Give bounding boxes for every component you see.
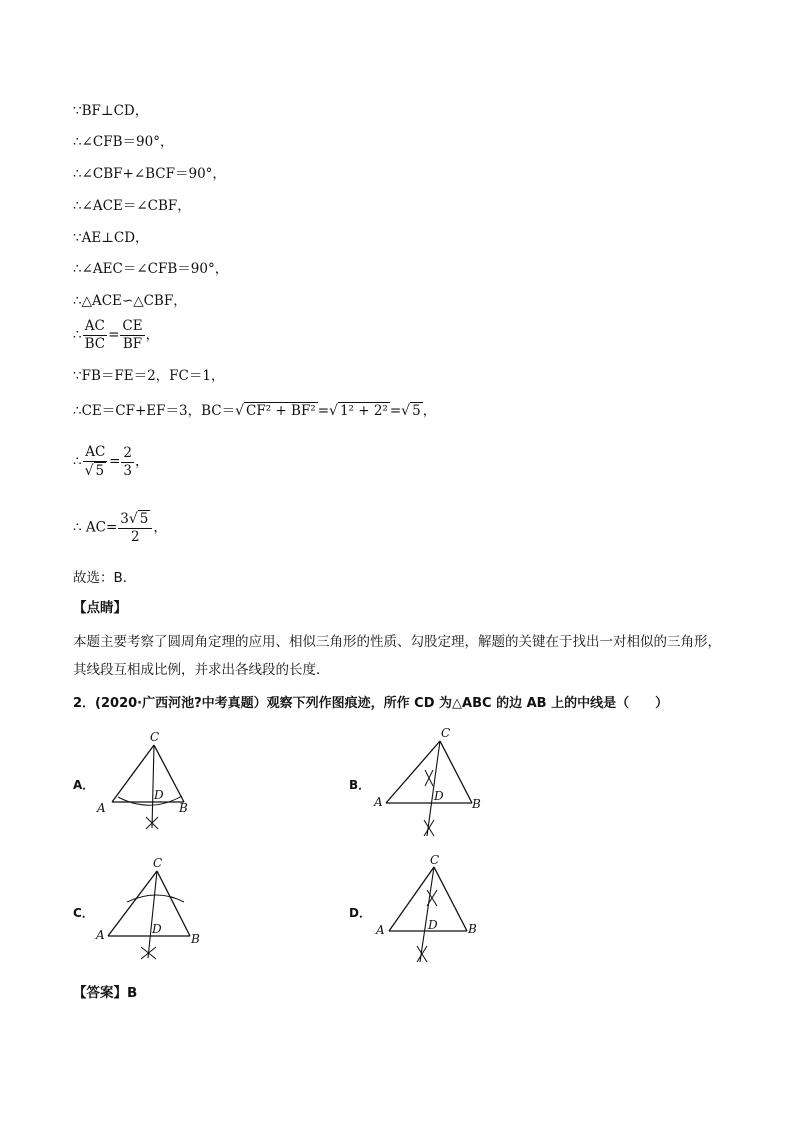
vertex-label-c: C <box>153 856 163 870</box>
fraction-numerator <box>118 510 152 529</box>
answer-heading: 【答案】 <box>73 985 127 1001</box>
choice-line: 故选：B． <box>73 570 137 586</box>
sqrt-icon: √ <box>235 403 245 419</box>
vertex-label-d: D <box>154 788 164 802</box>
vertex-label-b: B <box>472 797 481 811</box>
ce-bc-step <box>73 402 436 420</box>
coefficient: 3 <box>120 511 129 527</box>
option-d-label: D． <box>349 906 371 920</box>
fraction-ac-bc <box>83 318 108 353</box>
ac-value-prefix: ∴ AC= <box>73 519 118 536</box>
proof-step-3: ∴∠CBF+∠BCF＝90°， <box>73 166 226 182</box>
fraction-denominator: BC <box>84 336 106 352</box>
vertex-label-c: C <box>430 853 440 867</box>
ce-bc-prefix: ∴CE＝CF+EF＝3，BC＝ <box>73 403 236 419</box>
sqrt-icon: √ <box>329 403 338 419</box>
comment-body: 本题主要考察了圆周角定理的应用、相似三角形的性质、勾股定理，解题的关键在于找出一对相似的三角形，其线段互相成比例，并求出各线段的长度． <box>73 634 721 678</box>
vertex-label-a: A <box>376 923 385 937</box>
vertex-label-b: B <box>191 932 200 946</box>
fraction-denominator: 2 <box>131 529 140 545</box>
comment-heading: 【点睛】 <box>73 600 127 616</box>
ac-ratio-prefix: ∴ <box>73 453 82 470</box>
vertex-label-b: B <box>468 922 477 936</box>
equals-sign: = <box>389 403 402 419</box>
proof-step-4: ∴∠ACE＝∠CBF， <box>73 198 191 214</box>
vertex-label-c: C <box>441 726 451 740</box>
answer-value: B <box>127 985 138 1001</box>
fraction-numerator: 2 <box>123 444 133 461</box>
vertex-label-a: A <box>97 801 106 815</box>
ce-bc-suffix: ， <box>422 403 437 419</box>
proof-step-fb: ∵FB＝FE＝2，FC＝1， <box>73 368 225 384</box>
answer-line <box>73 984 137 1002</box>
fraction-two-thirds <box>121 445 134 480</box>
radicand-3: 5 <box>412 403 421 419</box>
fraction-numerator: AC <box>85 444 106 460</box>
fraction-numerator: CE <box>122 318 143 334</box>
vertex-label-d: D <box>428 918 438 932</box>
option-b-label: B． <box>349 778 371 792</box>
vertex-label-d: D <box>152 922 162 936</box>
fraction-numerator: AC <box>84 318 105 334</box>
proof-step-6: ∴∠AEC＝∠CFB＝90°， <box>73 261 229 277</box>
equals-sign: = <box>317 403 330 419</box>
ac-ratio-step <box>73 444 149 480</box>
vertex-label-c: C <box>150 730 160 744</box>
sqrt-icon: √ <box>128 511 138 527</box>
vertex-label-a: A <box>96 928 105 942</box>
proof-step-1: ∵BF⊥CD， <box>73 103 149 119</box>
option-a-label: A． <box>73 778 95 792</box>
ac-ratio-suffix: ， <box>135 453 149 470</box>
ac-value-step <box>73 510 167 546</box>
fraction-denominator: BF <box>122 336 143 352</box>
ac-value-suffix: ， <box>153 519 167 536</box>
fraction-ac-sqrt5 <box>83 444 109 480</box>
radicand: 5 <box>139 511 149 527</box>
question-text: 2．(2020·广西河池?中考真题）观察下列作图痕迹，所作 CD 为△ABC 的边 AB 上的中线是（ ） <box>73 696 669 711</box>
radicand: 5 <box>95 463 105 479</box>
fraction-denominator <box>83 462 109 480</box>
proof-step-5: ∵AE⊥CD， <box>73 230 149 246</box>
radicand-1: CF² + BF² <box>246 403 316 419</box>
proof-step-2: ∴∠CFB＝90°， <box>73 134 174 150</box>
vertex-label-d: D <box>434 789 444 803</box>
sqrt-icon: √ <box>401 403 411 419</box>
ratio-suffix: ， <box>145 327 160 343</box>
equals-sign: = <box>109 453 121 470</box>
option-c-label: C． <box>73 906 94 920</box>
fraction-ac-value <box>118 510 152 546</box>
equals-sign: = <box>108 327 120 343</box>
ratio-prefix: ∴ <box>73 327 82 343</box>
vertex-label-a: A <box>374 795 383 809</box>
vertex-label-b: B <box>179 801 188 815</box>
radicand-2: 1² + 2² <box>339 403 388 419</box>
fraction-ce-bf <box>120 318 144 353</box>
sqrt-icon: √ <box>84 463 94 479</box>
proof-step-7: ∴△ACE∽△CBF， <box>73 293 187 309</box>
ratio-step <box>73 318 159 353</box>
fraction-denominator: 3 <box>123 462 133 479</box>
